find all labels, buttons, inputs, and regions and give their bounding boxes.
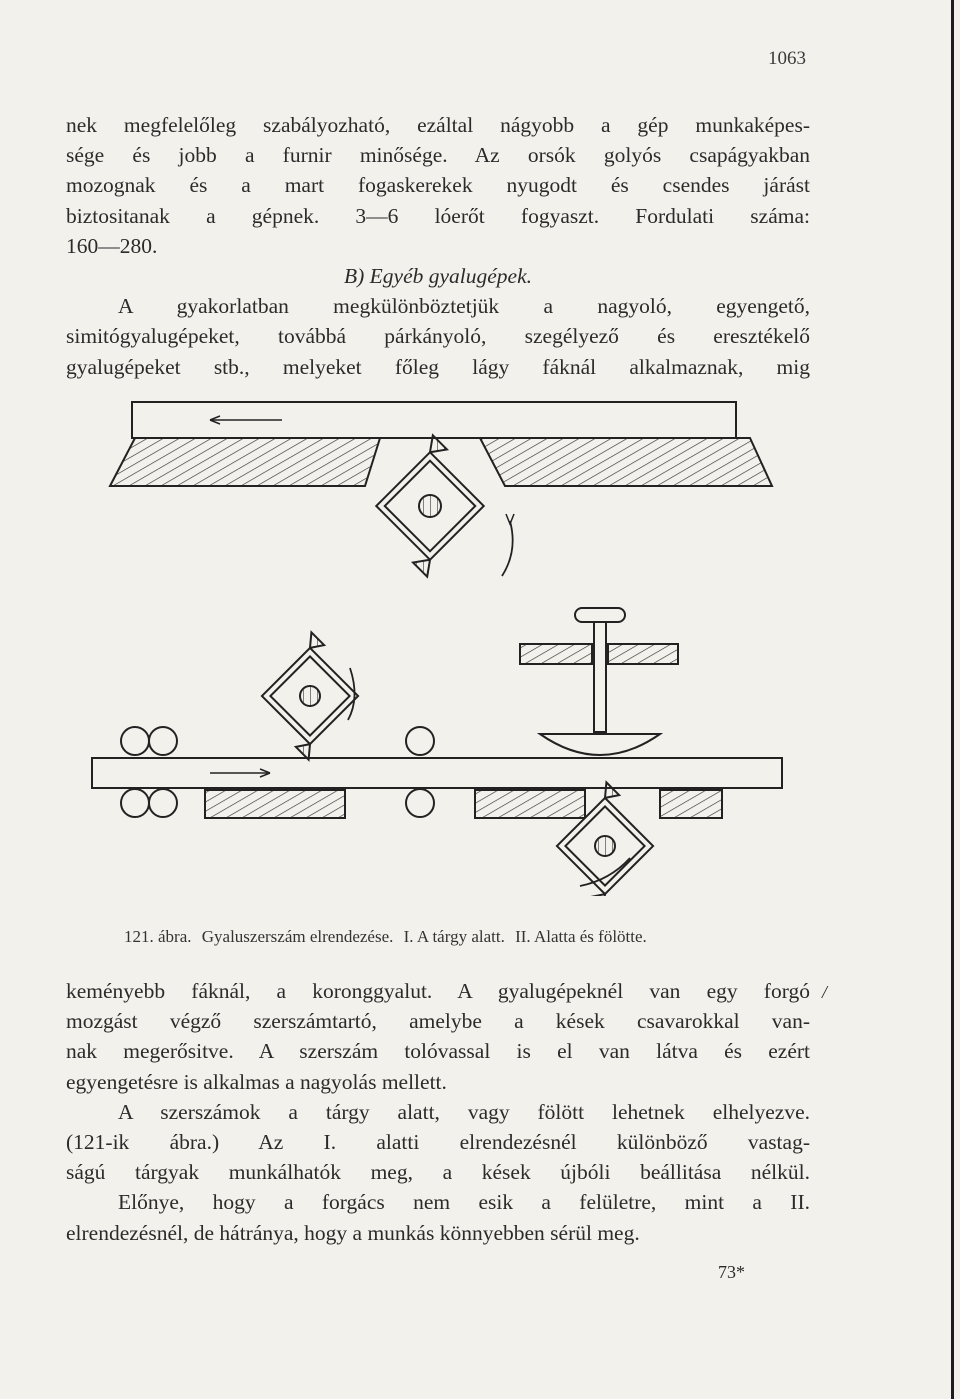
caption-part-one: I. A tárgy alatt. (403, 927, 505, 946)
text-line: elrendezésnél, de hátránya, hogy a munkás könnyebben sérül meg. (66, 1220, 640, 1245)
text-line: biztositanak a gépnek. 3—6 lóerőt fogyaszt. Fordulati száma: (66, 203, 810, 228)
text-line: (121-ik ábra.) Az I. alatti elrendezésnél különböző vastag- (66, 1130, 810, 1155)
text-line: sége és jobb a furnir minősége. Az orsók golyós csapágyakban (66, 143, 810, 168)
text-line: egyengetésre is alkalmas a nagyolás mellett. (66, 1069, 447, 1094)
text-line: gyalugépeket stb., melyeket főleg lágy fáknál alkalmaznak, mig (66, 354, 810, 379)
arrangement-two (92, 608, 782, 896)
text-line: mozognak és a mart fogaskerekek nyugodt és csendes járást (66, 173, 810, 198)
text-line: nak megerősitve. A szerszám tolóvassal is el van látva és ezért (66, 1039, 810, 1064)
workpiece-bottom (92, 758, 782, 788)
figure-caption (124, 927, 824, 947)
text-line: A gyakorlatban megkülönböztetjük a nagyoló, egyengető, (118, 294, 810, 319)
bottom-text (66, 976, 810, 1248)
text-line: 160—280. (66, 233, 158, 258)
text-line: nek megfelelőleg szabályozható, ezáltal nágyobb a gép munkaképes- (66, 113, 810, 137)
text-line: Előnye, hogy a forgács nem esik a felületre, mint a II. (118, 1190, 810, 1215)
text-line: ságú tárgyak munkálhatók meg, a kések újbóli beállitása nélkül. (66, 1160, 810, 1185)
text-line: A szerszámok a tárgy alatt, vagy fölött lehetnek elhelyezve. (118, 1099, 810, 1124)
caption-part-two: II. Alatta és fölötte. (515, 927, 647, 946)
arrangement-one (110, 402, 772, 577)
planer-tool-diagram (60, 396, 800, 896)
caption-title: Gyaluszerszám elrendezése. (201, 927, 394, 946)
text-line: keményebb fáknál, a koronggyalut. A gyalugépeknél van egy forgó (66, 979, 810, 1003)
caption-number: 121. ábra. (124, 927, 192, 946)
page-number: 1063 (768, 48, 806, 69)
text-line: mozgást végző szerszámtartó, amelybe a kések csavarokkal van- (66, 1009, 810, 1034)
margin-mark: / (822, 982, 828, 1002)
text-line: simitógyalugépeket, továbbá párkányoló, szegélyező és eresztékelő (66, 324, 810, 349)
page-edge (951, 0, 954, 1399)
signature-mark: 73* (718, 1262, 745, 1282)
section-heading: B) Egyéb gyalugépek. (343, 264, 533, 289)
cutter-head-upper (359, 435, 500, 576)
top-text (66, 110, 810, 382)
